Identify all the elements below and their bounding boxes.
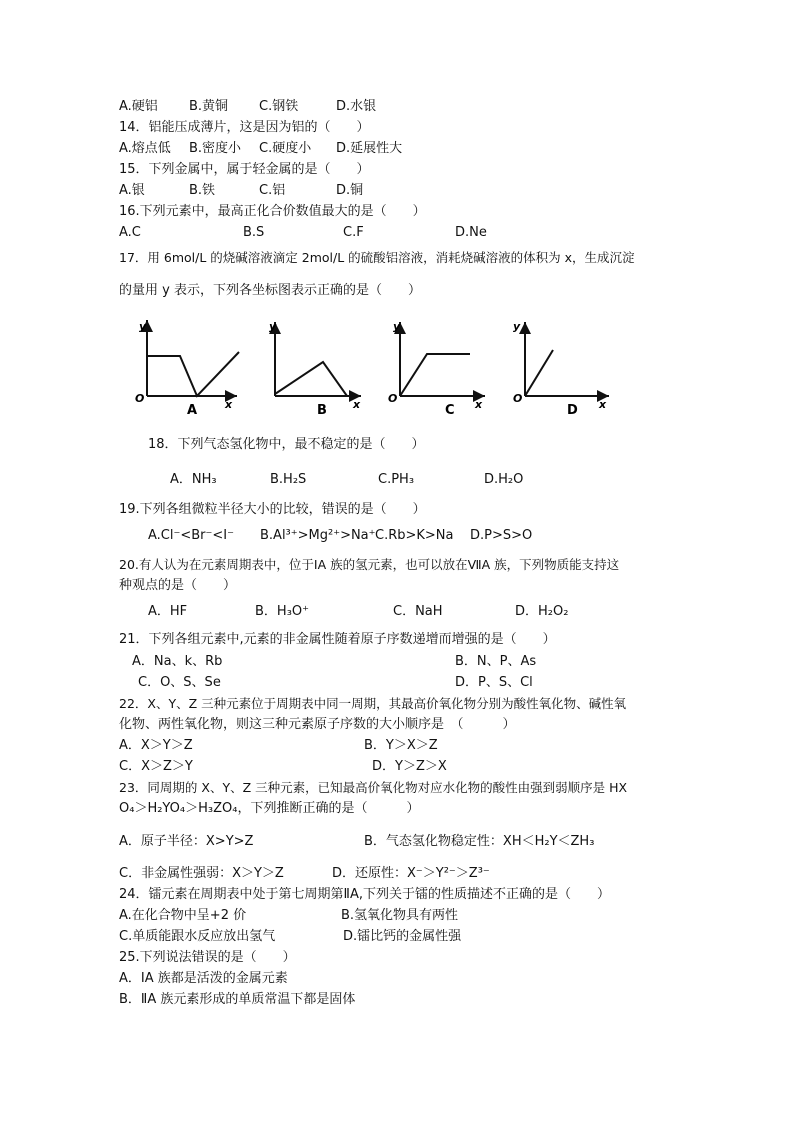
q22-option-c: C．X＞Z＞Y bbox=[119, 759, 193, 774]
q22-option-a: A．X＞Y＞Z bbox=[119, 738, 193, 753]
q19-option-d: D.P>S>O bbox=[470, 528, 533, 543]
q23-stem-line2: O₄＞H₂YO₄＞H₃ZO₄，下列推断正确的是（ ） bbox=[119, 801, 420, 816]
q25-stem: 25.下列说法错误的是（ ） bbox=[119, 950, 296, 965]
graph-a-y-label: y bbox=[139, 320, 147, 333]
q23-option-d: D．还原性：X⁻＞Y²⁻＞Z³⁻ bbox=[332, 866, 490, 881]
q20-option-a: A．HF bbox=[148, 604, 188, 619]
q21-option-c: C．O、S、Se bbox=[138, 675, 221, 690]
graph-c-y-label: y bbox=[393, 320, 401, 333]
q16-option-a: A.C bbox=[119, 225, 141, 240]
q18-option-d: D.H₂O bbox=[484, 472, 524, 487]
graph-b-y-label: y bbox=[269, 320, 277, 333]
q13-option-a: A.硬铝 bbox=[119, 99, 158, 114]
q17-stem-line1: 17．用 6mol/L 的烧碱溶液滴定 2mol/L 的硫酸铝溶液，消耗烧碱溶液的体积为 x，生成沉淀 bbox=[119, 250, 635, 265]
q19-stem: 19.下列各组微粒半径大小的比较，错误的是（ ） bbox=[119, 502, 426, 517]
graph-a-label: A bbox=[187, 403, 198, 418]
q17-stem-line2: 的量用 y 表示，下列各坐标图表示正确的是（ ） bbox=[119, 283, 421, 298]
q18-option-b: B.H₂S bbox=[270, 472, 307, 487]
q18-option-a: A．NH₃ bbox=[170, 472, 217, 487]
q13-option-d: D.水银 bbox=[336, 99, 377, 114]
q15-option-b: B.铁 bbox=[189, 183, 216, 198]
q19-option-c: C.Rb>K>Na bbox=[375, 528, 454, 543]
q23-stem-line1: 23．同周期的 X、Y、Z 三种元素，已知最高价氧化物对应水化物的酸性由强到弱顺序是 HX bbox=[119, 780, 628, 795]
q14-option-a: A.熔点低 bbox=[119, 141, 171, 156]
q23-option-a: A．原子半径：X>Y>Z bbox=[119, 834, 254, 849]
graph-c bbox=[388, 320, 485, 418]
q15-option-a: A.银 bbox=[119, 183, 145, 198]
q19-option-b: B.Al³⁺>Mg²⁺>Na⁺ bbox=[260, 528, 376, 543]
graph-d-y-label: y bbox=[513, 320, 521, 333]
q16-option-b: B.S bbox=[243, 225, 265, 240]
q21-option-d: D．P、S、Cl bbox=[455, 675, 533, 690]
graph-c-label: C bbox=[445, 403, 455, 418]
q20-stem-line2: 种观点的是（ ） bbox=[119, 578, 237, 593]
q15-stem: 15．下列金属中，属于轻金属的是（ ） bbox=[119, 162, 370, 177]
q20-option-d: D．H₂O₂ bbox=[515, 604, 569, 619]
q24-stem: 24．镭元素在周期表中处于第七周期第ⅡA,下列关于镭的性质描述不正确的是（ ） bbox=[119, 887, 610, 902]
q14-stem: 14．铝能压成薄片，这是因为铝的（ ） bbox=[119, 120, 370, 135]
q17-graphs bbox=[125, 312, 625, 422]
graph-a bbox=[135, 320, 239, 418]
q25-option-a: A．ⅠA 族都是活泼的金属元素 bbox=[119, 971, 288, 986]
graph-c-x-label: x bbox=[475, 398, 483, 411]
q16-option-d: D.Ne bbox=[455, 225, 487, 240]
graph-a-origin: O bbox=[135, 392, 145, 405]
q23-option-b: B．气态氢化物稳定性：XH＜H₂Y＜ZH₃ bbox=[364, 834, 595, 849]
graph-a-x-label: x bbox=[225, 398, 233, 411]
q22-option-d: D．Y＞Z＞X bbox=[372, 759, 447, 774]
q18-stem: 18．下列气态氢化物中，最不稳定的是（ ） bbox=[148, 437, 425, 452]
q16-option-c: C.F bbox=[343, 225, 364, 240]
q20-stem-line1: 20.有人认为在元素周期表中，位于ⅠA 族的氢元素，也可以放在ⅦA 族，下列物质能支持这 bbox=[119, 557, 620, 572]
q21-option-a: A．Na、k、Rb bbox=[132, 654, 223, 669]
graph-b-x-label: x bbox=[353, 398, 361, 411]
q19-option-a: A.Cl⁻<Br⁻<I⁻ bbox=[148, 528, 234, 543]
q15-option-c: C.铝 bbox=[259, 183, 286, 198]
q21-option-b: B．N、P、As bbox=[455, 654, 537, 669]
graph-d-label: D bbox=[567, 403, 578, 418]
q21-stem: 21．下列各组元素中,元素的非金属性随着原子序数递增而增强的是（ ） bbox=[119, 632, 556, 647]
q22-option-b: B．Y＞X＞Z bbox=[364, 738, 438, 753]
q15-option-d: D.铜 bbox=[336, 183, 364, 198]
q22-stem-line2: 化物、两性氧化物，则这三种元素原子序数的大小顺序是 （ ） bbox=[119, 717, 516, 732]
q14-option-d: D.延展性大 bbox=[336, 141, 403, 156]
q24-option-a: A.在化合物中呈+2 价 bbox=[119, 908, 247, 923]
q23-option-c: C．非金属性强弱：X＞Y＞Z bbox=[119, 866, 284, 881]
q24-option-b: B.氢氧化物具有两性 bbox=[341, 908, 459, 923]
q13-option-c: C.钢铁 bbox=[259, 99, 299, 114]
q20-option-c: C．NaH bbox=[393, 604, 443, 619]
q16-stem: 16.下列元素中，最高正化合价数值最大的是（ ） bbox=[119, 204, 426, 219]
graph-d-x-label: x bbox=[599, 398, 607, 411]
q14-option-b: B.密度小 bbox=[189, 141, 242, 156]
q14-option-c: C.硬度小 bbox=[259, 141, 312, 156]
graph-d-origin: O bbox=[513, 392, 523, 405]
q22-stem-line1: 22．X、Y、Z 三种元素位于周期表中同一周期，其最高价氧化物分别为酸性氧化物、碱性氧 bbox=[119, 696, 627, 711]
q24-option-c: C.单质能跟水反应放出氢气 bbox=[119, 929, 276, 944]
q25-option-b: B．ⅡA 族元素形成的单质常温下都是固体 bbox=[119, 992, 356, 1007]
q24-option-d: D.镭比钙的金属性强 bbox=[343, 929, 462, 944]
graph-b-label: B bbox=[317, 403, 327, 418]
q18-option-c: C.PH₃ bbox=[378, 472, 415, 487]
graph-b bbox=[269, 320, 361, 418]
q13-option-b: B.黄铜 bbox=[189, 99, 229, 114]
graph-d bbox=[513, 320, 609, 418]
q20-option-b: B．H₃O⁺ bbox=[255, 604, 309, 619]
graph-c-origin: O bbox=[388, 392, 398, 405]
